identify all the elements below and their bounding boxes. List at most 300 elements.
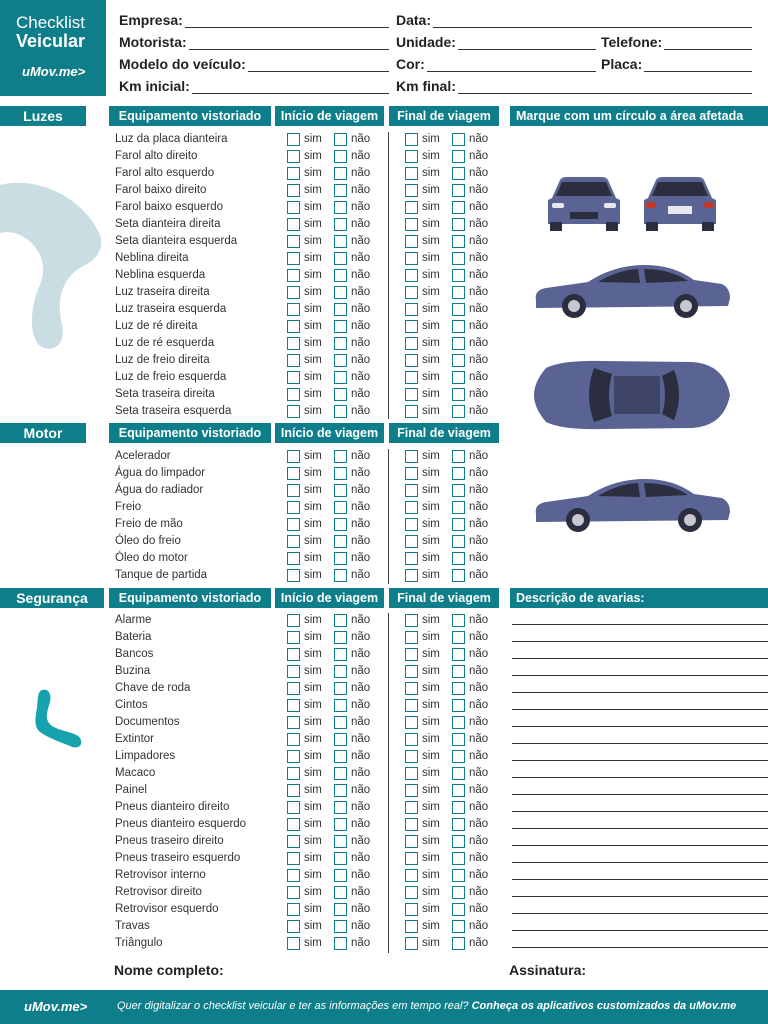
- checklist-row: [0, 233, 500, 250]
- start-no-checkbox[interactable]: [334, 450, 347, 463]
- option-label: não: [351, 682, 371, 694]
- option-label: sim: [422, 371, 440, 383]
- footer-cta[interactable]: Conheça os aplicativos customizados da uMov.me: [471, 1000, 737, 1012]
- start-yes-checkbox[interactable]: [287, 320, 300, 333]
- option-label: não: [469, 733, 489, 745]
- start-no-checkbox[interactable]: [334, 569, 347, 582]
- option-label: sim: [304, 405, 322, 417]
- end-no-checkbox[interactable]: [452, 467, 465, 480]
- option-label: sim: [422, 133, 440, 145]
- end-no-checkbox[interactable]: [452, 818, 465, 831]
- option-label: não: [351, 767, 371, 779]
- end-yes-checkbox[interactable]: [405, 818, 418, 831]
- description-line[interactable]: [512, 845, 768, 846]
- start-yes-checkbox[interactable]: [287, 733, 300, 746]
- start-no-checkbox[interactable]: [334, 286, 347, 299]
- end-yes-checkbox[interactable]: [405, 218, 418, 231]
- item-label: Seta dianteira esquerda: [115, 235, 238, 247]
- item-label: Retrovisor direito: [115, 886, 202, 898]
- end-no-checkbox[interactable]: [452, 750, 465, 763]
- description-line[interactable]: [512, 896, 768, 897]
- footer-text: Quer digitalizar o checklist veicular e ter as informações em tempo real?: [117, 1000, 469, 1012]
- option-label: sim: [422, 648, 440, 660]
- option-label: sim: [422, 767, 440, 779]
- item-label: Seta traseira esquerda: [115, 405, 232, 417]
- end-yes-checkbox[interactable]: [405, 937, 418, 950]
- option-label: sim: [304, 937, 322, 949]
- start-yes-checkbox[interactable]: [287, 405, 300, 418]
- option-label: não: [469, 303, 489, 315]
- end-yes-checkbox[interactable]: [405, 337, 418, 350]
- start-yes-checkbox[interactable]: [287, 869, 300, 882]
- start-no-checkbox[interactable]: [334, 167, 347, 180]
- end-yes-checkbox[interactable]: [405, 648, 418, 661]
- checklist-row: [0, 680, 500, 697]
- start-yes-checkbox[interactable]: [287, 818, 300, 831]
- checklist-row: [0, 465, 500, 482]
- description-line[interactable]: [512, 777, 768, 778]
- end-yes-checkbox[interactable]: [405, 371, 418, 384]
- start-no-checkbox[interactable]: [334, 835, 347, 848]
- checklist-row: [0, 918, 500, 935]
- start-no-checkbox[interactable]: [334, 716, 347, 729]
- option-label: sim: [304, 167, 322, 179]
- start-no-checkbox[interactable]: [334, 784, 347, 797]
- data-field[interactable]: [396, 8, 752, 28]
- option-label: não: [351, 886, 371, 898]
- start-no-checkbox[interactable]: [334, 801, 347, 814]
- item-label: Água do radiador: [115, 484, 204, 496]
- description-line[interactable]: [512, 675, 768, 676]
- end-no-checkbox[interactable]: [452, 801, 465, 814]
- unidade-field[interactable]: [396, 30, 596, 50]
- end-no-checkbox[interactable]: [452, 631, 465, 644]
- footer-bar: [0, 990, 768, 1024]
- end-no-checkbox[interactable]: [452, 767, 465, 780]
- start-yes-checkbox[interactable]: [287, 801, 300, 814]
- start-yes-checkbox[interactable]: [287, 716, 300, 729]
- end-no-checkbox[interactable]: [452, 235, 465, 248]
- end-yes-checkbox[interactable]: [405, 699, 418, 712]
- option-label: sim: [422, 750, 440, 762]
- checklist-row: [0, 448, 500, 465]
- end-no-checkbox[interactable]: [452, 501, 465, 514]
- description-line[interactable]: [512, 811, 768, 812]
- start-yes-checkbox[interactable]: [287, 648, 300, 661]
- end-yes-checkbox[interactable]: [405, 665, 418, 678]
- description-line[interactable]: [512, 658, 768, 659]
- end-no-checkbox[interactable]: [452, 648, 465, 661]
- start-no-checkbox[interactable]: [334, 665, 347, 678]
- start-no-checkbox[interactable]: [334, 405, 347, 418]
- description-line[interactable]: [512, 624, 768, 625]
- start-yes-checkbox[interactable]: [287, 201, 300, 214]
- checklist-row: [0, 335, 500, 352]
- start-no-checkbox[interactable]: [334, 269, 347, 282]
- description-title: Descrição de avarias:: [510, 588, 768, 608]
- start-no-checkbox[interactable]: [334, 303, 347, 316]
- item-label: Tanque de partida: [115, 569, 208, 581]
- start-yes-checkbox[interactable]: [287, 835, 300, 848]
- description-line[interactable]: [512, 879, 768, 880]
- description-line[interactable]: [512, 743, 768, 744]
- end-no-checkbox[interactable]: [452, 835, 465, 848]
- car-front-view: [544, 176, 624, 232]
- option-label: sim: [422, 869, 440, 881]
- start-no-checkbox[interactable]: [334, 818, 347, 831]
- option-label: não: [469, 320, 489, 332]
- end-no-checkbox[interactable]: [452, 133, 465, 146]
- end-yes-checkbox[interactable]: [405, 354, 418, 367]
- placa-field[interactable]: [601, 52, 752, 72]
- start-yes-checkbox[interactable]: [287, 665, 300, 678]
- start-no-checkbox[interactable]: [334, 150, 347, 163]
- start-yes-checkbox[interactable]: [287, 767, 300, 780]
- description-line[interactable]: [512, 726, 768, 727]
- end-yes-checkbox[interactable]: [405, 682, 418, 695]
- start-no-checkbox[interactable]: [334, 750, 347, 763]
- checklist-row: [0, 516, 500, 533]
- end-yes-checkbox[interactable]: [405, 886, 418, 899]
- item-label: Acelerador: [115, 450, 171, 462]
- option-label: sim: [304, 337, 322, 349]
- start-yes-checkbox[interactable]: [287, 682, 300, 695]
- end-no-checkbox[interactable]: [452, 354, 465, 367]
- option-label: não: [469, 150, 489, 162]
- start-no-checkbox[interactable]: [334, 184, 347, 197]
- end-no-checkbox[interactable]: [452, 167, 465, 180]
- end-no-checkbox[interactable]: [452, 371, 465, 384]
- start-yes-checkbox[interactable]: [287, 852, 300, 865]
- start-yes-checkbox[interactable]: [287, 631, 300, 644]
- option-label: sim: [304, 150, 322, 162]
- end-yes-checkbox[interactable]: [405, 467, 418, 480]
- end-yes-checkbox[interactable]: [405, 920, 418, 933]
- end-yes-checkbox[interactable]: [405, 167, 418, 180]
- car-side-view-right: [532, 262, 732, 320]
- end-yes-checkbox[interactable]: [405, 835, 418, 848]
- start-yes-checkbox[interactable]: [287, 784, 300, 797]
- end-yes-checkbox[interactable]: [405, 235, 418, 248]
- option-label: não: [351, 835, 371, 847]
- logo-title-line2: Veicular: [16, 31, 86, 51]
- item-label: Extintor: [115, 733, 154, 745]
- end-no-checkbox[interactable]: [452, 150, 465, 163]
- end-no-checkbox[interactable]: [452, 252, 465, 265]
- end-yes-checkbox[interactable]: [405, 903, 418, 916]
- section-title-motor: Motor: [0, 423, 86, 443]
- item-label: Limpadores: [115, 750, 176, 762]
- modelo-field[interactable]: [119, 52, 389, 72]
- start-yes-checkbox[interactable]: [287, 920, 300, 933]
- option-label: sim: [422, 535, 440, 547]
- checklist-row: [0, 884, 500, 901]
- description-line[interactable]: [512, 913, 768, 914]
- end-yes-checkbox[interactable]: [405, 201, 418, 214]
- item-label: Documentos: [115, 716, 180, 728]
- description-line[interactable]: [512, 828, 768, 829]
- option-label: sim: [422, 150, 440, 162]
- col-inicio-motor: Início de viagem: [275, 423, 384, 443]
- end-yes-checkbox[interactable]: [405, 303, 418, 316]
- item-label: Farol alto direito: [115, 150, 198, 162]
- option-label: não: [351, 133, 371, 145]
- checklist-row: [0, 550, 500, 567]
- end-yes-checkbox[interactable]: [405, 133, 418, 146]
- end-no-checkbox[interactable]: [452, 535, 465, 548]
- end-yes-checkbox[interactable]: [405, 518, 418, 531]
- option-label: sim: [422, 903, 440, 915]
- description-line[interactable]: [512, 709, 768, 710]
- end-yes-checkbox[interactable]: [405, 320, 418, 333]
- start-no-checkbox[interactable]: [334, 388, 347, 401]
- end-no-checkbox[interactable]: [452, 886, 465, 899]
- end-yes-checkbox[interactable]: [405, 631, 418, 644]
- option-label: sim: [304, 784, 322, 796]
- km-inicial-field[interactable]: [119, 74, 389, 94]
- item-label: Seta dianteira direita: [115, 218, 221, 230]
- option-label: sim: [304, 501, 322, 513]
- option-label: não: [351, 733, 371, 745]
- end-no-checkbox[interactable]: [452, 699, 465, 712]
- end-no-checkbox[interactable]: [452, 569, 465, 582]
- option-label: não: [351, 354, 371, 366]
- checklist-row: [0, 799, 500, 816]
- start-yes-checkbox[interactable]: [287, 699, 300, 712]
- cor-field[interactable]: [396, 52, 596, 72]
- telefone-field[interactable]: [601, 30, 752, 50]
- option-label: sim: [422, 801, 440, 813]
- end-no-checkbox[interactable]: [452, 682, 465, 695]
- option-label: sim: [304, 518, 322, 530]
- start-yes-checkbox[interactable]: [287, 286, 300, 299]
- end-no-checkbox[interactable]: [452, 937, 465, 950]
- option-label: sim: [304, 467, 322, 479]
- option-label: não: [351, 614, 371, 626]
- start-yes-checkbox[interactable]: [287, 133, 300, 146]
- km-final-field[interactable]: [396, 74, 752, 94]
- full-name-label: Nome completo:: [114, 962, 224, 978]
- end-no-checkbox[interactable]: [452, 852, 465, 865]
- option-label: não: [351, 201, 371, 213]
- end-no-checkbox[interactable]: [452, 614, 465, 627]
- start-yes-checkbox[interactable]: [287, 167, 300, 180]
- option-label: sim: [304, 682, 322, 694]
- start-yes-checkbox[interactable]: [287, 337, 300, 350]
- km-inicial-label: Km inicial:: [119, 78, 190, 94]
- option-label: sim: [422, 716, 440, 728]
- end-yes-checkbox[interactable]: [405, 501, 418, 514]
- end-no-checkbox[interactable]: [452, 405, 465, 418]
- end-yes-checkbox[interactable]: [405, 801, 418, 814]
- start-no-checkbox[interactable]: [334, 501, 347, 514]
- option-label: sim: [304, 354, 322, 366]
- end-yes-checkbox[interactable]: [405, 535, 418, 548]
- option-label: não: [469, 337, 489, 349]
- end-no-checkbox[interactable]: [452, 184, 465, 197]
- end-no-checkbox[interactable]: [452, 286, 465, 299]
- start-yes-checkbox[interactable]: [287, 750, 300, 763]
- start-yes-checkbox[interactable]: [287, 269, 300, 282]
- option-label: não: [469, 269, 489, 281]
- start-no-checkbox[interactable]: [334, 852, 347, 865]
- end-yes-checkbox[interactable]: [405, 569, 418, 582]
- start-yes-checkbox[interactable]: [287, 467, 300, 480]
- start-no-checkbox[interactable]: [334, 354, 347, 367]
- start-yes-checkbox[interactable]: [287, 614, 300, 627]
- end-no-checkbox[interactable]: [452, 665, 465, 678]
- end-yes-checkbox[interactable]: [405, 405, 418, 418]
- start-no-checkbox[interactable]: [334, 886, 347, 899]
- start-yes-checkbox[interactable]: [287, 388, 300, 401]
- start-yes-checkbox[interactable]: [287, 484, 300, 497]
- start-no-checkbox[interactable]: [334, 903, 347, 916]
- end-no-checkbox[interactable]: [452, 869, 465, 882]
- end-yes-checkbox[interactable]: [405, 450, 418, 463]
- checklist-row: [0, 318, 500, 335]
- start-yes-checkbox[interactable]: [287, 937, 300, 950]
- start-yes-checkbox[interactable]: [287, 518, 300, 531]
- start-no-checkbox[interactable]: [334, 518, 347, 531]
- end-no-checkbox[interactable]: [452, 903, 465, 916]
- description-line[interactable]: [512, 794, 768, 795]
- description-line[interactable]: [512, 692, 768, 693]
- end-no-checkbox[interactable]: [452, 269, 465, 282]
- start-yes-checkbox[interactable]: [287, 184, 300, 197]
- end-yes-checkbox[interactable]: [405, 252, 418, 265]
- logo-box: [0, 0, 106, 96]
- start-yes-checkbox[interactable]: [287, 501, 300, 514]
- start-no-checkbox[interactable]: [334, 337, 347, 350]
- end-no-checkbox[interactable]: [452, 218, 465, 231]
- start-no-checkbox[interactable]: [334, 320, 347, 333]
- option-label: não: [351, 388, 371, 400]
- start-yes-checkbox[interactable]: [287, 569, 300, 582]
- end-yes-checkbox[interactable]: [405, 716, 418, 729]
- start-no-checkbox[interactable]: [334, 467, 347, 480]
- end-no-checkbox[interactable]: [452, 201, 465, 214]
- description-line[interactable]: [512, 641, 768, 642]
- end-no-checkbox[interactable]: [452, 303, 465, 316]
- option-label: não: [351, 184, 371, 196]
- start-no-checkbox[interactable]: [334, 371, 347, 384]
- start-no-checkbox[interactable]: [334, 614, 347, 627]
- start-no-checkbox[interactable]: [334, 535, 347, 548]
- checklist-row: [0, 301, 500, 318]
- end-yes-checkbox[interactable]: [405, 484, 418, 497]
- end-no-checkbox[interactable]: [452, 552, 465, 565]
- start-yes-checkbox[interactable]: [287, 235, 300, 248]
- start-no-checkbox[interactable]: [334, 252, 347, 265]
- end-no-checkbox[interactable]: [452, 484, 465, 497]
- start-no-checkbox[interactable]: [334, 631, 347, 644]
- option-label: não: [351, 467, 371, 479]
- start-no-checkbox[interactable]: [334, 869, 347, 882]
- end-yes-checkbox[interactable]: [405, 767, 418, 780]
- start-no-checkbox[interactable]: [334, 682, 347, 695]
- end-yes-checkbox[interactable]: [405, 869, 418, 882]
- start-yes-checkbox[interactable]: [287, 218, 300, 231]
- start-no-checkbox[interactable]: [334, 767, 347, 780]
- item-label: Óleo do freio: [115, 535, 181, 547]
- end-yes-checkbox[interactable]: [405, 269, 418, 282]
- end-yes-checkbox[interactable]: [405, 733, 418, 746]
- start-yes-checkbox[interactable]: [287, 450, 300, 463]
- end-no-checkbox[interactable]: [452, 320, 465, 333]
- checklist-row: [0, 148, 500, 165]
- end-no-checkbox[interactable]: [452, 784, 465, 797]
- end-no-checkbox[interactable]: [452, 450, 465, 463]
- end-yes-checkbox[interactable]: [405, 852, 418, 865]
- checklist-row: [0, 499, 500, 516]
- end-yes-checkbox[interactable]: [405, 388, 418, 401]
- empresa-field[interactable]: [119, 8, 389, 28]
- start-yes-checkbox[interactable]: [287, 252, 300, 265]
- end-no-checkbox[interactable]: [452, 716, 465, 729]
- description-line[interactable]: [512, 947, 768, 948]
- start-no-checkbox[interactable]: [334, 699, 347, 712]
- option-label: sim: [304, 269, 322, 281]
- start-no-checkbox[interactable]: [334, 201, 347, 214]
- start-no-checkbox[interactable]: [334, 648, 347, 661]
- description-line[interactable]: [512, 760, 768, 761]
- start-no-checkbox[interactable]: [334, 733, 347, 746]
- start-no-checkbox[interactable]: [334, 937, 347, 950]
- end-no-checkbox[interactable]: [452, 733, 465, 746]
- start-no-checkbox[interactable]: [334, 552, 347, 565]
- start-yes-checkbox[interactable]: [287, 903, 300, 916]
- start-yes-checkbox[interactable]: [287, 354, 300, 367]
- item-label: Farol alto esquerdo: [115, 167, 215, 179]
- description-line[interactable]: [512, 930, 768, 931]
- option-label: não: [351, 501, 371, 513]
- start-no-checkbox[interactable]: [334, 235, 347, 248]
- option-label: sim: [422, 218, 440, 230]
- motorista-field[interactable]: [119, 30, 389, 50]
- end-yes-checkbox[interactable]: [405, 552, 418, 565]
- end-yes-checkbox[interactable]: [405, 150, 418, 163]
- option-label: sim: [422, 388, 440, 400]
- item-label: Pneus dianteiro esquerdo: [115, 818, 247, 830]
- start-yes-checkbox[interactable]: [287, 150, 300, 163]
- end-no-checkbox[interactable]: [452, 920, 465, 933]
- start-no-checkbox[interactable]: [334, 484, 347, 497]
- option-label: não: [469, 501, 489, 513]
- option-label: sim: [422, 337, 440, 349]
- end-yes-checkbox[interactable]: [405, 614, 418, 627]
- start-yes-checkbox[interactable]: [287, 303, 300, 316]
- end-no-checkbox[interactable]: [452, 337, 465, 350]
- end-no-checkbox[interactable]: [452, 388, 465, 401]
- end-yes-checkbox[interactable]: [405, 184, 418, 197]
- start-yes-checkbox[interactable]: [287, 371, 300, 384]
- option-label: não: [469, 699, 489, 711]
- option-label: sim: [304, 218, 322, 230]
- start-no-checkbox[interactable]: [334, 133, 347, 146]
- start-no-checkbox[interactable]: [334, 218, 347, 231]
- option-label: não: [351, 665, 371, 677]
- start-no-checkbox[interactable]: [334, 920, 347, 933]
- col-inicio-luzes: Início de viagem: [275, 106, 384, 126]
- end-yes-checkbox[interactable]: [405, 750, 418, 763]
- start-yes-checkbox[interactable]: [287, 535, 300, 548]
- start-yes-checkbox[interactable]: [287, 552, 300, 565]
- start-yes-checkbox[interactable]: [287, 886, 300, 899]
- end-yes-checkbox[interactable]: [405, 286, 418, 299]
- end-yes-checkbox[interactable]: [405, 784, 418, 797]
- description-line[interactable]: [512, 862, 768, 863]
- end-no-checkbox[interactable]: [452, 518, 465, 531]
